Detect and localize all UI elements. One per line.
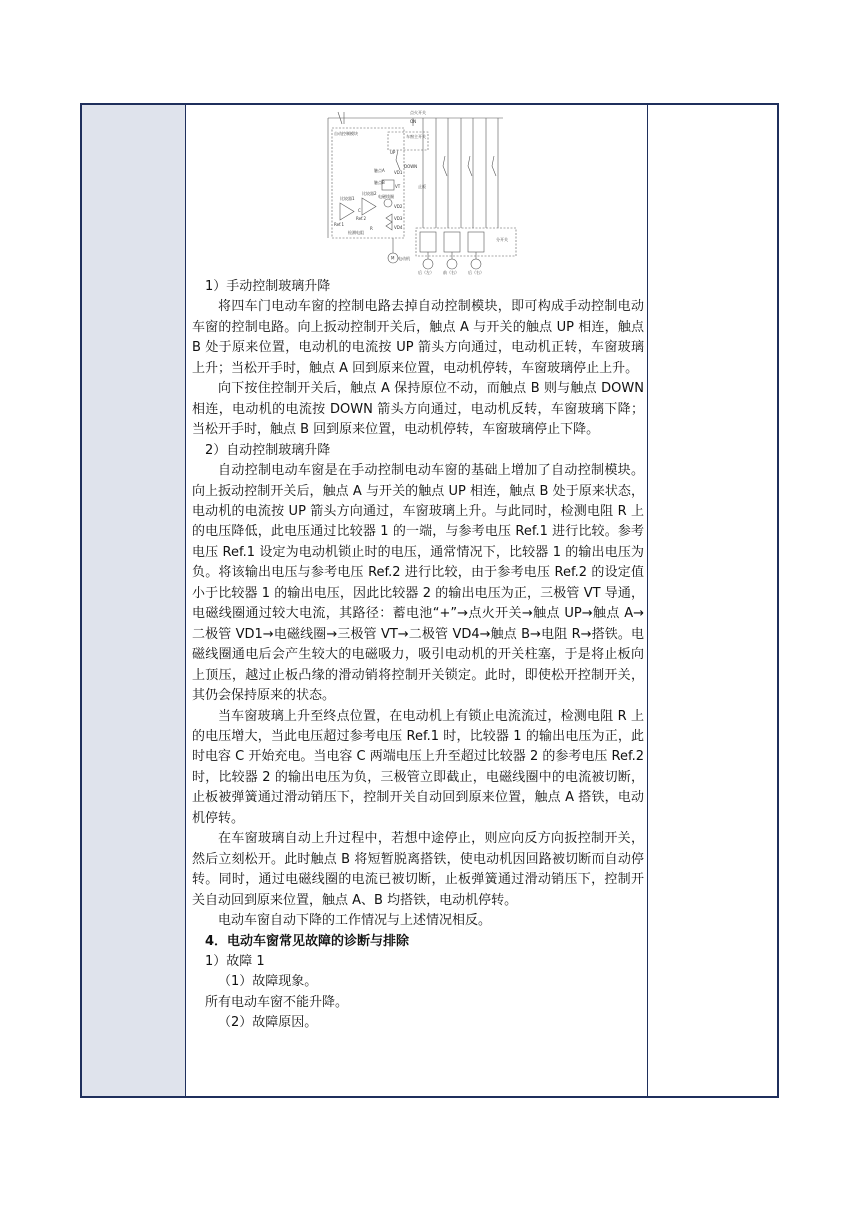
label-front-right: 前（右） (443, 270, 459, 275)
label-solenoid: 电磁线圈 (378, 194, 394, 199)
right-column-divider (647, 105, 648, 1096)
section-heading: 4．电动车窗常见故障的诊断与排除 (205, 933, 410, 949)
label-m: M (391, 255, 395, 261)
label-vt: VT (395, 184, 401, 189)
label-ref2: Ref.2 (356, 216, 366, 221)
content-cell (188, 105, 644, 1096)
fault-subheading: （1）故障现象。 (218, 974, 318, 990)
label-on: ON (410, 119, 417, 124)
label-main-switch: 车窗主开关 (406, 134, 426, 139)
label-vd3: VD3 (394, 216, 403, 221)
page-table (80, 103, 779, 1098)
label-ignition-switch: 点火开关 (410, 110, 426, 115)
subheading-manual: 1）手动控制玻璃升降 (205, 279, 331, 294)
paragraph: 在车窗玻璃自动上升过程中，若想中途停止，则应向反方向扳控制开关，然后立刻松开。此时触点 B 将短暂脱离搭铁，使电动机因回路被切断而自动停转。同时，通过电磁线圈的电流已被切断，止板弹簧通过滑动销压下，控制开关自动回到原来位置，触点 A、B 均搭铁，电动机停转。 (192, 831, 644, 908)
label-up: UP (390, 150, 396, 155)
label-contact-a: 触点A (374, 168, 385, 173)
label-r: R (370, 226, 373, 231)
label-down: DOWN (404, 164, 418, 169)
paragraph: 自动控制电动车窗是在手动控制电动车窗的基础上增加了自动控制模块。向上扳动控制开关后，触点 A 与开关的触点 UP 相连，触点 B 处于原来状态，电动机的电流按 UP 箭头方向通过，车窗玻璃上升。与此同时，检测电阻 R 上的电压降低，此电压通过比较器 1 的一端，与参考电压 Ref.1 进行比较。参考电压 Ref.1 设定为电动机锁止时的电压，通常情况下，比较器 1 的输出电压为负。将该输出电压与参考电压 Ref.2 进行比较，由于参考电压 Ref.2 的设定值小于比较器 1 的输出电压，因此比较器 2 的输出电压为正，三极管 VT 导通，电磁线圈通过较大电流，其路径：蓄电池“+”→点火开关→触点 UP→触点 A→二极管 VD1→电磁线圈→三极管 VT→二极管 VD4→触点 B→电阻 R→搭铁。电磁线圈通电后会产生较大的电磁吸力，吸引电动机的开关柱塞，于是将止板向上顶压，越过止板凸缘的滑动销将控制开关锁定。此时，即使松开控制开关，其仍会保持原来的状态。 (192, 463, 644, 704)
label-motor: 电动机 (398, 256, 410, 261)
paragraph: 向下按住控制开关后，触点 A 保持原位不动，而触点 B 则与触点 DOWN 相连，电动机的电流按 DOWN 箭头方向通过，电动机反转，车窗玻璃下降；当松开手时，触点 B 回到原来位置，电动机停转，车窗玻璃停止下降。 (192, 381, 644, 438)
label-stopper: 止板 (418, 184, 426, 189)
label-detect-resistor: 检测电阻 (348, 230, 364, 235)
label-c: C (358, 208, 361, 213)
label-rear-right: 后（右） (468, 270, 484, 275)
label-vd4: VD4 (394, 225, 403, 230)
label-rear-left: 后（左） (418, 270, 434, 275)
label-ref1: Ref.1 (334, 222, 344, 227)
label-contact-b: 触点B (374, 180, 385, 185)
label-comparator2: 比较器2 (362, 191, 377, 196)
paragraph: 电动车窗自动下降的工作情况与上述情况相反。 (218, 913, 492, 929)
label-auto-module: 自动控制模块 (334, 131, 358, 136)
paragraph: 将四车门电动车窗的控制电路去掉自动控制模块，即可构成手动控制电动车窗的控制电路。向上扳动控制开关后，触点 A 与开关的触点 UP 相连，触点 B 处于原来位置，电动机的电流按 UP 箭头方向通过，电动机正转，车窗玻璃上升；当松开手时，触点 A 回到原来位置，电动机停转，车窗玻璃停止上升。 (192, 299, 644, 376)
left-column (82, 105, 186, 1096)
body-text (192, 277, 644, 1034)
label-sub-switch: 分开关 (496, 237, 508, 242)
paragraph: 当车窗玻璃上升至终点位置，在电动机上有锁止电流流过，检测电阻 R 上的电压增大，当此电压超过参考电压 Ref.1 时，比较器 1 的输出电压为正，此时电容 C 开始充电。当电容 C 两端电压上升至超过比较器 2 的参考电压 Ref.2 时，比较器 2 的输出电压为负，三极管立即截止，电磁线圈中的电流被切断，止板被弹簧通过滑动销压下，控制开关自动回到原来位置，触点 A 搭铁，电动机停转。 (192, 708, 644, 826)
fault-subheading: （2）故障原因。 (218, 1015, 318, 1031)
window-circuit-diagram (318, 108, 520, 275)
fault-heading: 1）故障 1 (205, 953, 265, 969)
fault-description: 所有电动车窗不能升降。 (205, 994, 349, 1010)
subheading-auto: 2）自动控制玻璃升降 (205, 442, 331, 458)
label-vd1: VD1 (394, 170, 403, 175)
label-vd2: VD2 (394, 204, 403, 209)
label-comparator1: 比较器1 (340, 196, 355, 201)
